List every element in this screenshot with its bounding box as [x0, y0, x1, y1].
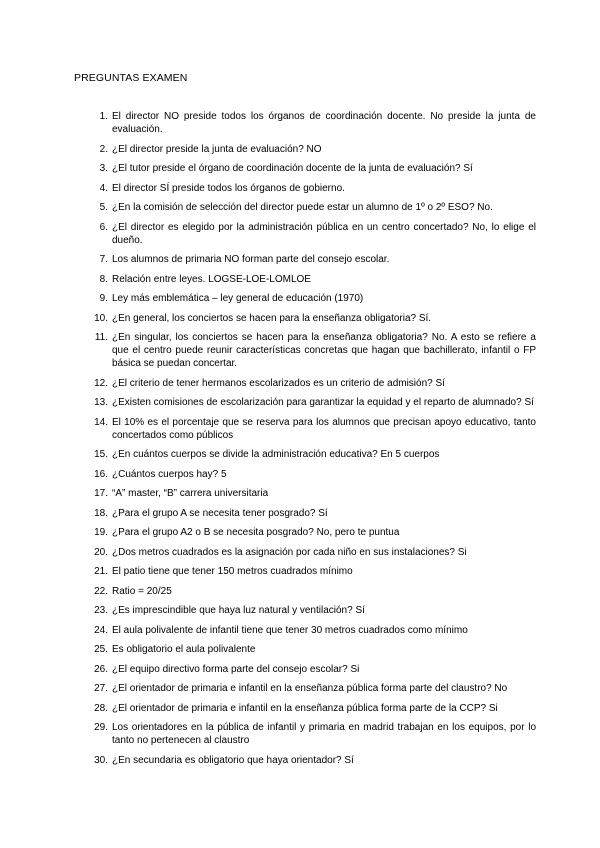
question-text: ¿El criterio de tener hermanos escolarizados es un criterio de admisión? Sí — [112, 377, 445, 389]
question-text: El patio tiene que tener 150 metros cuadrados mínimo — [112, 566, 353, 577]
question-item — [88, 507, 536, 520]
question-text: Es obligatorio el aula polivalente — [112, 644, 256, 655]
question-item — [88, 162, 536, 175]
question-item — [88, 201, 536, 214]
question-text: “A” master, “B” carrera universitaria — [112, 488, 269, 499]
question-text: El director NO preside todos los órganos de coordinación docente. No preside la junta de evaluación. — [112, 111, 536, 135]
question-text: ¿En secundaria es obligatorio que haya orientador? Sí — [112, 754, 354, 766]
question-number: 29. — [94, 722, 108, 733]
question-number: 23. — [94, 605, 108, 616]
question-item — [88, 396, 536, 409]
question-number: 18. — [94, 507, 108, 519]
question-text: El director SÍ preside todos los órganos de gobierno. — [112, 182, 345, 194]
question-item — [88, 143, 536, 156]
question-item — [88, 526, 536, 539]
question-item — [88, 643, 536, 656]
question-text: ¿En cuántos cuerpos se divide la administración educativa? En 5 cuerpos — [112, 449, 440, 460]
question-text: Los orientadores en la pública de infantil y primaria en madrid trabajan en los equipos, por lo tanto no pertenecen al claustro — [112, 722, 536, 746]
question-item — [88, 487, 536, 500]
question-item — [88, 292, 536, 305]
question-item — [88, 624, 536, 637]
question-item — [88, 273, 536, 286]
question-text: El aula polivalente de infantil tiene que tener 30 metros cuadrados como mínimo — [112, 624, 468, 636]
document-title: PREGUNTAS EXAMEN — [74, 72, 188, 84]
question-number: 4. — [99, 182, 108, 194]
question-text: ¿El equipo directivo forma parte del consejo escolar? Si — [112, 663, 360, 675]
question-text: Ratio = 20/25 — [112, 585, 172, 597]
question-item — [88, 416, 536, 442]
question-number: 30. — [94, 754, 108, 766]
question-number: 8. — [99, 273, 108, 285]
question-item — [88, 682, 536, 695]
question-text: ¿Para el grupo A se necesita tener posgrado? Sí — [112, 507, 328, 519]
question-number: 25. — [94, 644, 108, 655]
question-text: ¿Es imprescindible que haya luz natural y ventilación? Sí — [112, 605, 365, 616]
question-item — [88, 565, 536, 578]
question-number: 11. — [94, 332, 108, 343]
question-text: ¿El orientador de primaria e infantil en la enseñanza pública forma parte de la CCP? Si — [112, 702, 498, 714]
question-item — [88, 546, 536, 559]
question-number: 13. — [94, 397, 108, 408]
question-item — [88, 331, 536, 370]
question-number: 3. — [99, 163, 108, 174]
question-text: ¿El tutor preside el órgano de coordinación docente de la junta de evaluación? Sí — [112, 163, 473, 174]
question-item — [88, 110, 536, 136]
question-number: 10. — [94, 312, 108, 324]
question-number: 16. — [94, 468, 108, 480]
question-number: 5. — [99, 202, 108, 213]
question-number: 28. — [94, 702, 108, 714]
questions-list — [88, 110, 536, 773]
question-number: 6. — [99, 221, 108, 233]
question-text: Los alumnos de primaria NO forman parte del consejo escolar. — [112, 254, 390, 265]
question-item — [88, 663, 536, 676]
question-item — [88, 448, 536, 461]
question-item — [88, 468, 536, 481]
question-text: El 10% es el porcentaje que se reserva para los alumnos que precisan apoyo educativo, tanto concertados como públicos — [112, 416, 536, 441]
question-text: ¿El orientador de primaria e infantil en la enseñanza pública forma parte del claustro? No — [112, 683, 508, 694]
question-number: 9. — [99, 293, 108, 304]
question-item — [88, 754, 536, 767]
question-item — [88, 585, 536, 598]
question-number: 17. — [94, 488, 108, 499]
question-item — [88, 312, 536, 325]
question-item — [88, 253, 536, 266]
question-item — [88, 221, 536, 247]
question-number: 19. — [94, 527, 108, 538]
question-text: ¿Dos metros cuadrados es la asignación por cada niño en sus instalaciones? Si — [112, 546, 467, 558]
question-number: 20. — [94, 546, 108, 558]
question-item — [88, 377, 536, 390]
question-number: 21. — [94, 566, 108, 577]
question-text: ¿Existen comisiones de escolarización para garantizar la equidad y el reparto de alumnado? Sí — [112, 397, 534, 408]
question-number: 15. — [94, 449, 108, 460]
question-number: 27. — [94, 683, 108, 694]
question-text: ¿El director preside la junta de evaluación? NO — [112, 143, 322, 155]
question-item — [88, 604, 536, 617]
question-item — [88, 182, 536, 195]
question-text: ¿Cuántos cuerpos hay? 5 — [112, 468, 227, 480]
question-item — [88, 721, 536, 747]
question-text: ¿En general, los conciertos se hacen para la enseñanza obligatoria? Sí. — [112, 312, 432, 324]
question-number: 24. — [94, 624, 108, 636]
question-number: 7. — [99, 254, 108, 265]
question-text: ¿En singular, los conciertos se hacen para la enseñanza obligatoria? No. A esto se refiere a que el centro puede reunir características concretas que hagan que bachillerato, infantil o FP básica se puedan concertar. — [112, 332, 536, 369]
question-text: ¿Para el grupo A2 o B se necesita posgrado? No, pero te puntua — [112, 527, 400, 538]
question-text: Ley más emblemática – ley general de educación (1970) — [112, 293, 364, 304]
question-item — [88, 702, 536, 715]
question-number: 1. — [99, 111, 108, 122]
question-number: 14. — [94, 416, 108, 428]
question-text: ¿En la comisión de selección del director puede estar un alumno de 1º o 2º ESO? No. — [112, 202, 493, 213]
question-number: 2. — [99, 143, 108, 155]
question-text: ¿El director es elegido por la administración pública en un centro concertado? No, lo elige el dueño. — [112, 221, 536, 246]
question-number: 22. — [94, 585, 108, 597]
question-number: 12. — [94, 377, 108, 389]
question-number: 26. — [94, 663, 108, 675]
question-text: Relación entre leyes. LOGSE-LOE-LOMLOE — [112, 273, 311, 285]
